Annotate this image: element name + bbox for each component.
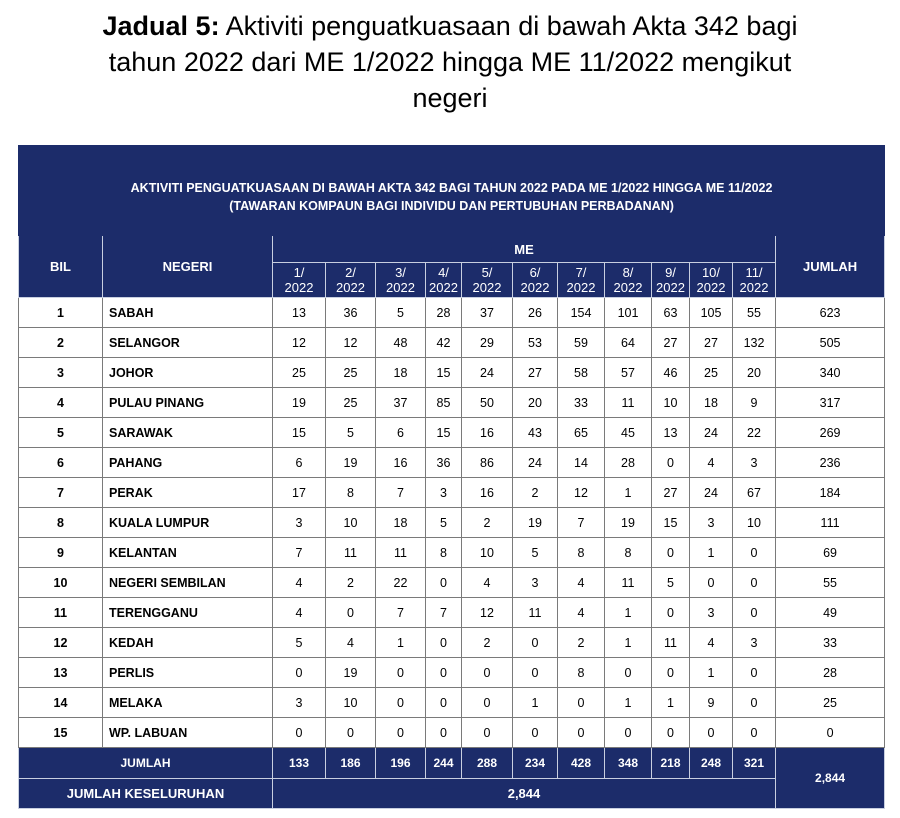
row-value: 0 xyxy=(462,718,513,748)
row-value: 0 xyxy=(690,718,733,748)
row-value: 67 xyxy=(733,478,776,508)
month-header xyxy=(326,263,376,298)
row-value: 15 xyxy=(426,358,462,388)
row-value: 1 xyxy=(605,628,652,658)
row-value: 10 xyxy=(326,508,376,538)
row-value: 59 xyxy=(558,328,605,358)
row-value: 0 xyxy=(376,688,426,718)
month-header xyxy=(605,263,652,298)
header-jumlah: JUMLAH xyxy=(776,236,885,298)
month-header xyxy=(733,263,776,298)
row-value: 37 xyxy=(376,388,426,418)
table-row xyxy=(19,508,885,538)
table-row xyxy=(19,538,885,568)
row-value: 4 xyxy=(558,568,605,598)
row-value: 19 xyxy=(273,388,326,418)
row-value: 15 xyxy=(426,418,462,448)
row-value: 2 xyxy=(513,478,558,508)
totals-label: JUMLAH xyxy=(19,748,273,779)
row-negeri: SARAWAK xyxy=(103,418,273,448)
table-row xyxy=(19,628,885,658)
table-row xyxy=(19,298,885,328)
row-value: 2 xyxy=(326,568,376,598)
total-value: 218 xyxy=(652,748,690,779)
row-value: 7 xyxy=(558,508,605,538)
row-value: 15 xyxy=(652,508,690,538)
row-value: 53 xyxy=(513,328,558,358)
row-value: 10 xyxy=(733,508,776,538)
row-value: 2 xyxy=(462,508,513,538)
month-number: 3/ xyxy=(395,265,406,280)
row-value: 7 xyxy=(376,598,426,628)
row-value: 3 xyxy=(273,688,326,718)
month-header xyxy=(376,263,426,298)
table-banner xyxy=(19,146,885,236)
row-value: 7 xyxy=(426,598,462,628)
row-jumlah: 25 xyxy=(776,688,885,718)
row-value: 12 xyxy=(462,598,513,628)
row-value: 12 xyxy=(273,328,326,358)
table-row xyxy=(19,478,885,508)
total-value: 196 xyxy=(376,748,426,779)
row-value: 2 xyxy=(462,628,513,658)
grand-total-row xyxy=(19,779,885,809)
row-value: 8 xyxy=(605,538,652,568)
row-negeri: KEDAH xyxy=(103,628,273,658)
row-bil: 12 xyxy=(19,628,103,658)
row-value: 37 xyxy=(462,298,513,328)
table-row xyxy=(19,598,885,628)
grand-total-value: 2,844 xyxy=(273,779,776,809)
row-bil: 10 xyxy=(19,568,103,598)
row-value: 28 xyxy=(605,448,652,478)
row-value: 19 xyxy=(513,508,558,538)
row-jumlah: 111 xyxy=(776,508,885,538)
month-year: 2022 xyxy=(284,280,314,295)
row-value: 0 xyxy=(426,658,462,688)
caption-line1: Aktiviti penguatkuasaan di bawah Akta 342 bagi xyxy=(219,11,798,41)
row-value: 11 xyxy=(326,538,376,568)
row-value: 0 xyxy=(376,658,426,688)
banner-cell xyxy=(19,146,885,236)
row-value: 9 xyxy=(733,388,776,418)
row-value: 27 xyxy=(652,478,690,508)
row-value: 33 xyxy=(558,388,605,418)
row-negeri: JOHOR xyxy=(103,358,273,388)
table-row xyxy=(19,358,885,388)
header-bil: BIL xyxy=(19,236,103,298)
row-value: 58 xyxy=(558,358,605,388)
month-number: 6/ xyxy=(529,265,541,280)
row-value: 24 xyxy=(690,478,733,508)
row-bil: 13 xyxy=(19,658,103,688)
row-value: 4 xyxy=(690,628,733,658)
month-header xyxy=(652,263,690,298)
row-value: 19 xyxy=(326,448,376,478)
row-value: 16 xyxy=(376,448,426,478)
row-value: 0 xyxy=(426,568,462,598)
row-jumlah: 69 xyxy=(776,538,885,568)
row-value: 154 xyxy=(558,298,605,328)
row-negeri: TERENGGANU xyxy=(103,598,273,628)
row-value: 0 xyxy=(652,718,690,748)
row-value: 6 xyxy=(376,418,426,448)
row-jumlah: 340 xyxy=(776,358,885,388)
row-value: 0 xyxy=(733,598,776,628)
row-bil: 1 xyxy=(19,298,103,328)
row-value: 18 xyxy=(376,508,426,538)
row-negeri: SELANGOR xyxy=(103,328,273,358)
row-value: 4 xyxy=(273,568,326,598)
row-value: 18 xyxy=(376,358,426,388)
row-value: 25 xyxy=(690,358,733,388)
row-value: 0 xyxy=(426,718,462,748)
row-value: 24 xyxy=(690,418,733,448)
row-value: 5 xyxy=(376,298,426,328)
row-jumlah: 28 xyxy=(776,658,885,688)
row-value: 48 xyxy=(376,328,426,358)
row-bil: 9 xyxy=(19,538,103,568)
row-value: 4 xyxy=(690,448,733,478)
row-bil: 3 xyxy=(19,358,103,388)
row-value: 55 xyxy=(733,298,776,328)
row-value: 10 xyxy=(462,538,513,568)
row-value: 1 xyxy=(690,658,733,688)
row-value: 1 xyxy=(652,688,690,718)
row-value: 8 xyxy=(558,538,605,568)
row-value: 29 xyxy=(462,328,513,358)
row-value: 0 xyxy=(326,718,376,748)
row-value: 4 xyxy=(273,598,326,628)
row-value: 4 xyxy=(326,628,376,658)
row-bil: 6 xyxy=(19,448,103,478)
row-jumlah: 269 xyxy=(776,418,885,448)
month-number: 10/ xyxy=(701,265,721,280)
row-value: 45 xyxy=(605,418,652,448)
total-value: 348 xyxy=(605,748,652,779)
row-bil: 5 xyxy=(19,418,103,448)
total-value: 288 xyxy=(462,748,513,779)
row-jumlah: 236 xyxy=(776,448,885,478)
row-negeri: KELANTAN xyxy=(103,538,273,568)
row-value: 0 xyxy=(513,718,558,748)
row-value: 25 xyxy=(326,388,376,418)
grand-jumlah: 2,844 xyxy=(776,748,885,809)
table-row xyxy=(19,418,885,448)
row-value: 0 xyxy=(652,538,690,568)
month-year: 2022 xyxy=(520,280,550,295)
row-value: 25 xyxy=(273,358,326,388)
row-value: 15 xyxy=(273,418,326,448)
month-number: 11/ xyxy=(745,265,763,280)
row-negeri: KUALA LUMPUR xyxy=(103,508,273,538)
row-negeri: MELAKA xyxy=(103,688,273,718)
row-value: 11 xyxy=(652,628,690,658)
month-year: 2022 xyxy=(429,280,458,295)
row-value: 0 xyxy=(652,598,690,628)
row-value: 0 xyxy=(733,688,776,718)
row-negeri: PULAU PINANG xyxy=(103,388,273,418)
row-value: 0 xyxy=(733,718,776,748)
row-value: 7 xyxy=(273,538,326,568)
row-value: 1 xyxy=(690,538,733,568)
month-number: 1/ xyxy=(293,265,305,280)
row-value: 17 xyxy=(273,478,326,508)
row-value: 105 xyxy=(690,298,733,328)
row-value: 5 xyxy=(652,568,690,598)
row-value: 0 xyxy=(513,628,558,658)
row-negeri: NEGERI SEMBILAN xyxy=(103,568,273,598)
row-value: 101 xyxy=(605,298,652,328)
month-header xyxy=(690,263,733,298)
month-year: 2022 xyxy=(739,280,769,295)
row-negeri: PAHANG xyxy=(103,448,273,478)
total-value: 428 xyxy=(558,748,605,779)
row-jumlah: 505 xyxy=(776,328,885,358)
table-caption xyxy=(0,8,900,116)
month-year: 2022 xyxy=(472,280,502,295)
table-row xyxy=(19,388,885,418)
row-bil: 7 xyxy=(19,478,103,508)
row-bil: 2 xyxy=(19,328,103,358)
caption-bold: Jadual 5: xyxy=(102,11,220,41)
table-body xyxy=(19,298,885,748)
caption-line3: negeri xyxy=(412,83,488,113)
row-value: 19 xyxy=(605,508,652,538)
row-negeri: SABAH xyxy=(103,298,273,328)
row-bil: 8 xyxy=(19,508,103,538)
month-year: 2022 xyxy=(613,280,643,295)
row-value: 85 xyxy=(426,388,462,418)
month-number: 8/ xyxy=(622,265,634,280)
row-value: 3 xyxy=(426,478,462,508)
row-value: 3 xyxy=(513,568,558,598)
row-value: 4 xyxy=(462,568,513,598)
total-value: 244 xyxy=(426,748,462,779)
row-value: 11 xyxy=(605,388,652,418)
row-value: 12 xyxy=(326,328,376,358)
row-value: 9 xyxy=(690,688,733,718)
row-value: 3 xyxy=(733,628,776,658)
row-value: 0 xyxy=(513,658,558,688)
row-value: 0 xyxy=(273,718,326,748)
row-value: 0 xyxy=(376,718,426,748)
row-value: 1 xyxy=(605,688,652,718)
month-header xyxy=(273,263,326,298)
row-negeri: PERAK xyxy=(103,478,273,508)
month-number: 9/ xyxy=(665,265,676,280)
row-value: 28 xyxy=(426,298,462,328)
month-year: 2022 xyxy=(656,280,685,295)
month-header xyxy=(426,263,462,298)
table-row xyxy=(19,328,885,358)
row-value: 8 xyxy=(326,478,376,508)
row-value: 65 xyxy=(558,418,605,448)
row-value: 11 xyxy=(513,598,558,628)
row-value: 0 xyxy=(326,598,376,628)
row-value: 63 xyxy=(652,298,690,328)
enforcement-table-wrapper xyxy=(18,145,884,809)
row-value: 16 xyxy=(462,418,513,448)
month-header xyxy=(462,263,513,298)
month-header xyxy=(558,263,605,298)
row-value: 11 xyxy=(605,568,652,598)
row-value: 3 xyxy=(733,448,776,478)
row-value: 6 xyxy=(273,448,326,478)
row-jumlah: 184 xyxy=(776,478,885,508)
row-value: 0 xyxy=(605,658,652,688)
row-value: 0 xyxy=(426,628,462,658)
row-value: 18 xyxy=(690,388,733,418)
table-row xyxy=(19,448,885,478)
row-value: 64 xyxy=(605,328,652,358)
row-value: 86 xyxy=(462,448,513,478)
row-value: 0 xyxy=(652,448,690,478)
row-value: 26 xyxy=(513,298,558,328)
row-value: 0 xyxy=(605,718,652,748)
row-value: 12 xyxy=(558,478,605,508)
row-negeri: PERLIS xyxy=(103,658,273,688)
row-value: 46 xyxy=(652,358,690,388)
row-value: 5 xyxy=(273,628,326,658)
month-number: 2/ xyxy=(345,265,356,280)
row-jumlah: 33 xyxy=(776,628,885,658)
row-value: 25 xyxy=(326,358,376,388)
row-value: 11 xyxy=(376,538,426,568)
row-value: 16 xyxy=(462,478,513,508)
row-value: 24 xyxy=(462,358,513,388)
header-me: ME xyxy=(273,236,776,263)
row-value: 0 xyxy=(462,658,513,688)
month-year: 2022 xyxy=(386,280,415,295)
row-value: 14 xyxy=(558,448,605,478)
row-value: 7 xyxy=(376,478,426,508)
total-value: 248 xyxy=(690,748,733,779)
row-bil: 15 xyxy=(19,718,103,748)
total-value: 234 xyxy=(513,748,558,779)
table-row xyxy=(19,718,885,748)
month-year: 2022 xyxy=(336,280,365,295)
table-row xyxy=(19,658,885,688)
row-value: 8 xyxy=(558,658,605,688)
row-value: 10 xyxy=(652,388,690,418)
month-year: 2022 xyxy=(696,280,726,295)
month-year: 2022 xyxy=(566,280,596,295)
row-value: 3 xyxy=(690,598,733,628)
row-bil: 11 xyxy=(19,598,103,628)
banner-title: AKTIVITI PENGUATKUASAAN DI BAWAH AKTA 342 BAGI TAHUN 2022 PADA ME 1/2022 HINGGA ME 11/2022 xyxy=(130,180,773,195)
row-value: 3 xyxy=(690,508,733,538)
month-header xyxy=(513,263,558,298)
row-value: 27 xyxy=(652,328,690,358)
row-value: 3 xyxy=(273,508,326,538)
total-value: 186 xyxy=(326,748,376,779)
row-value: 24 xyxy=(513,448,558,478)
row-bil: 14 xyxy=(19,688,103,718)
row-value: 0 xyxy=(462,688,513,718)
row-value: 0 xyxy=(273,658,326,688)
month-number: 5/ xyxy=(481,265,493,280)
row-value: 1 xyxy=(376,628,426,658)
row-value: 5 xyxy=(426,508,462,538)
banner-subtitle: (TAWARAN KOMPAUN BAGI INDIVIDU DAN PERTUBUHAN PERBADANAN) xyxy=(229,198,674,213)
table-row xyxy=(19,688,885,718)
row-value: 0 xyxy=(733,568,776,598)
grand-total-label: JUMLAH KESELURUHAN xyxy=(19,779,273,809)
row-value: 5 xyxy=(326,418,376,448)
totals-row xyxy=(19,748,885,779)
table-row xyxy=(19,568,885,598)
row-value: 8 xyxy=(426,538,462,568)
row-value: 0 xyxy=(558,718,605,748)
row-value: 0 xyxy=(426,688,462,718)
row-value: 13 xyxy=(273,298,326,328)
row-value: 20 xyxy=(513,388,558,418)
row-value: 5 xyxy=(513,538,558,568)
row-value: 42 xyxy=(426,328,462,358)
row-negeri: WP. LABUAN xyxy=(103,718,273,748)
row-value: 0 xyxy=(733,658,776,688)
total-value: 133 xyxy=(273,748,326,779)
header-row xyxy=(19,236,885,263)
enforcement-table xyxy=(18,145,885,809)
row-value: 132 xyxy=(733,328,776,358)
row-jumlah: 49 xyxy=(776,598,885,628)
row-value: 0 xyxy=(733,538,776,568)
row-jumlah: 55 xyxy=(776,568,885,598)
row-value: 22 xyxy=(376,568,426,598)
row-bil: 4 xyxy=(19,388,103,418)
caption-line2: tahun 2022 dari ME 1/2022 hingga ME 11/2022 mengikut xyxy=(108,47,792,77)
row-value: 19 xyxy=(326,658,376,688)
row-value: 10 xyxy=(326,688,376,718)
row-value: 43 xyxy=(513,418,558,448)
row-value: 22 xyxy=(733,418,776,448)
total-value: 321 xyxy=(733,748,776,779)
row-value: 0 xyxy=(558,688,605,718)
row-jumlah: 317 xyxy=(776,388,885,418)
row-value: 36 xyxy=(426,448,462,478)
row-value: 27 xyxy=(513,358,558,388)
row-value: 57 xyxy=(605,358,652,388)
row-value: 0 xyxy=(652,658,690,688)
row-value: 13 xyxy=(652,418,690,448)
row-value: 27 xyxy=(690,328,733,358)
row-value: 1 xyxy=(605,478,652,508)
month-number: 4/ xyxy=(438,265,449,280)
row-value: 20 xyxy=(733,358,776,388)
row-value: 2 xyxy=(558,628,605,658)
row-value: 36 xyxy=(326,298,376,328)
row-value: 50 xyxy=(462,388,513,418)
row-value: 0 xyxy=(690,568,733,598)
row-jumlah: 0 xyxy=(776,718,885,748)
month-number: 7/ xyxy=(575,265,587,280)
row-jumlah: 623 xyxy=(776,298,885,328)
row-value: 1 xyxy=(605,598,652,628)
row-value: 4 xyxy=(558,598,605,628)
row-value: 1 xyxy=(513,688,558,718)
header-negeri: NEGERI xyxy=(103,236,273,298)
